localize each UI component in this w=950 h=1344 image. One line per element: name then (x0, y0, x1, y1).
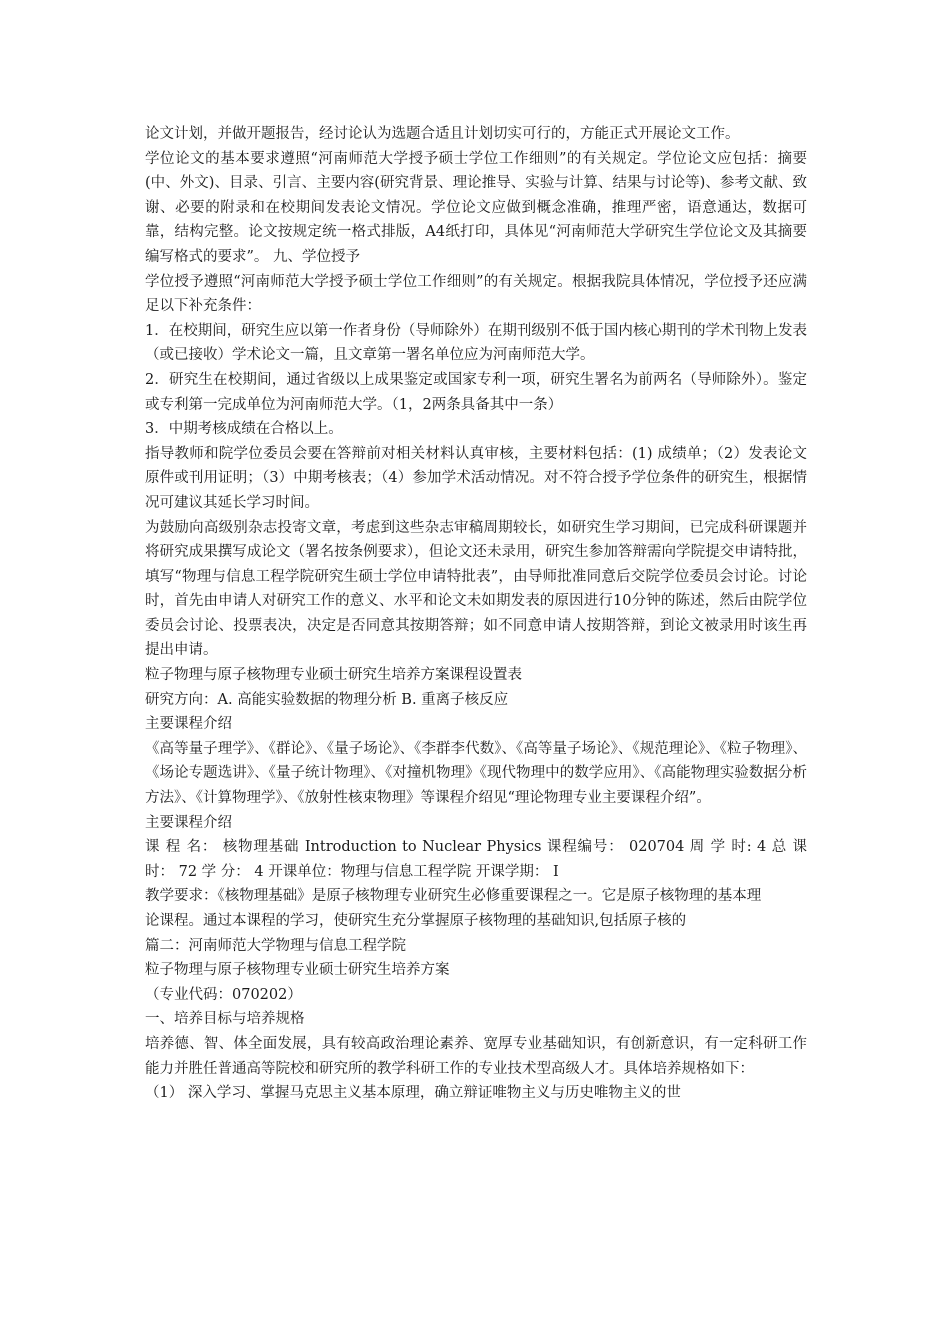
paragraph: 课 程 名： 核物理基础 Introduction to Nuclear Physics 课程编号： 020704 周 学 时: 4 总 课时： 72 学 分： 4 开课单位：物理与信息工程学院 开课学期： Ⅰ (145, 839, 807, 880)
section-heading: 主要课程介绍 (145, 814, 232, 831)
paragraph: 2．研究生在校期间，通过省级以上成果鉴定或国家专利一项，研究生署名为前两名（导师除外）。鉴定或专利第一完成单位为河南师范大学。（1，2两条具备其中一条） (145, 371, 807, 413)
paragraph: 为鼓励向高级别杂志投寄文章，考虑到这些杂志审稿周期较长，如研究生学习期间，已完成科研课题并将研究成果撰写成论文（署名按条例要求），但论文还未录用，研究生参加答辩需向学院提交申请特批，填写“物理与信息工程学院研究生硕士学位申请特批表”，由导师批准同意后交院学位委员会讨论。讨论时，首先由申请人对研究工作的意义、水平和论文未如期发表的原因进行10分钟的陈述，然后由院学位委员会讨论、投票表决，决定是否同意其按期答辩；如不同意申请人按期答辩，到论文被录用时该生再提出申请。 (145, 519, 807, 659)
paragraph: 学位授予遵照“河南师范大学授予硕士学位工作细则”的有关规定。根据我院具体情况，学位授予还应满足以下补充条件： (145, 273, 807, 315)
paragraph: （专业代码：070202） (145, 986, 302, 1003)
section-heading: 粒子物理与原子核物理专业硕士研究生培养方案 (145, 962, 450, 979)
paragraph: 研究方向：A. 高能实验数据的物理分析 B. 重离子核反应 (145, 691, 509, 708)
paragraph: 培养德、智、体全面发展，具有较高政治理论素养、宽厚专业基础知识，有创新意识，有一定科研工作能力并胜任普通高等院校和研究所的教学科研工作的专业技术型高级人才。具体培养规格如下： (145, 1035, 807, 1077)
paragraph: 《高等量子理学》、《群论》、《量子场论》、《李群李代数》、《高等量子场论》、《规范理论》、《粒子物理》、《场论专题选讲》、《量子统计物理》、《对撞机物理》《现代物理中的数学应用》、《高能物理实验数据分析方法》、《计算物理学》、《放射性核束物理》等课程介绍见“理论物理专业主要课程介绍”。 (145, 740, 807, 807)
section-heading: 一、培养目标与培养规格 (145, 1011, 305, 1028)
section-heading: 篇二：河南师范大学物理与信息工程学院 (145, 937, 406, 954)
paragraph: 学位论文的基本要求遵照“河南师范大学授予硕士学位工作细则”的有关规定。学位论文应包括：摘要(中、外文)、目录、引言、主要内容(研究背景、理论推导、实验与计算、结果与讨论等)、参考文献、致谢、必要的附录和在校期间发表论文情况。学位论文应做到概念准确，推理严密，语意通达，数据可靠，结构完整。论文按规定统一格式排版，A4纸打印，具体见“河南师范大学研究生学位论文及其摘要编写格式的要求”。 九、学位授予 (145, 150, 807, 265)
paragraph: 论课程。通过本课程的学习，使研究生充分掌握原子核物理的基础知识,包括原子核的 (145, 913, 687, 929)
paragraph: 1．在校期间，研究生应以第一作者身份（导师除外）在期刊级别不低于国内核心期刊的学术刊物上发表（或已接收）学术论文一篇，且文章第一署名单位应为河南师范大学。 (145, 322, 807, 364)
paragraph: （1） 深入学习、掌握马克思主义基本原理，确立辩证唯物主义与历史唯物主义的世 (145, 1085, 681, 1102)
paragraph: 教学要求：《核物理基础》是原子核物理专业研究生必修重要课程之一。它是原子核物理的基本理 (145, 888, 762, 905)
paragraph: 论文计划，并做开题报告，经讨论认为选题合适且计划切实可行的，方能正式开展论文工作。 (145, 126, 740, 142)
paragraph: 3．中期考核成绩在合格以上。 (145, 421, 343, 438)
document-body (145, 122, 807, 1106)
section-heading: 粒子物理与原子核物理专业硕士研究生培养方案课程设置表 (145, 667, 522, 684)
paragraph: 指导教师和院学位委员会要在答辩前对相关材料认真审核，主要材料包括：(1) 成绩单；（2）发表论文原件或刊用证明；（3）中期考核表；（4）参加学术活动情况。对不符合授予学位条件的研究生，根据情况可建议其延长学习时间。 (145, 445, 807, 511)
section-heading: 主要课程介绍 (145, 716, 232, 733)
